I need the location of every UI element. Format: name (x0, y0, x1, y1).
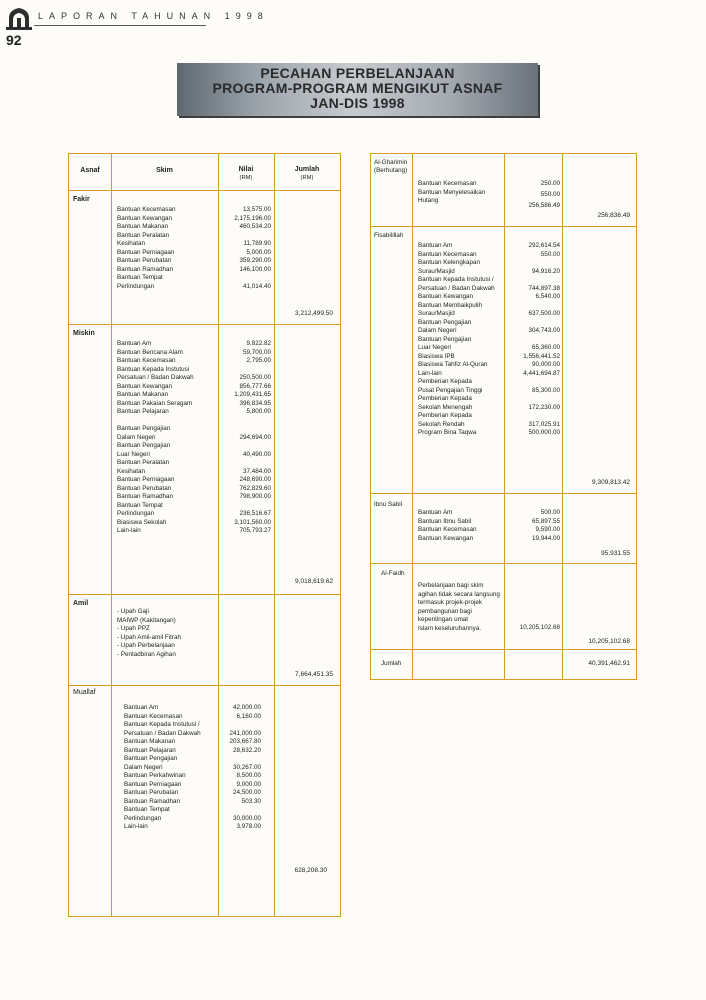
value-cell: 2,175,196.00 (234, 214, 271, 222)
row-divider (69, 685, 340, 686)
skim-line: Bantuan Membaikpulih (418, 301, 483, 309)
skim-line: Bantuan Am (117, 340, 152, 347)
skim-list (117, 340, 194, 536)
total-amil: 7,664,451.35 (295, 671, 333, 678)
skim-line: - Upah Gaji (117, 608, 149, 615)
grand-total-label: Jumlah (381, 660, 402, 667)
skim-line: Bantuan Perkahwinan (124, 772, 186, 779)
value-cell: 798,900.00 (239, 493, 271, 500)
skim-list (418, 509, 476, 543)
row-divider (371, 563, 636, 564)
asnaf-label-line: Al-Gharimin (374, 159, 408, 166)
value-cell (219, 425, 271, 434)
value-cell: 396,834.95 (239, 399, 271, 407)
skim-line: Bantuan Kelengkapan (418, 259, 480, 266)
skim-line: Bantuan Kewangan (117, 382, 172, 390)
value-cell: 292,614.54 (528, 242, 560, 249)
asnaf-amil: Amil (73, 600, 89, 607)
skim-line: Lain-lain (124, 823, 148, 830)
value-cell: 4,441,694.87 (523, 369, 560, 377)
value-cell: 248,690.00 (239, 476, 271, 483)
skim-line: Biasiswa Sekolah (117, 518, 167, 526)
value-cell: 856,777.66 (239, 382, 271, 390)
skim-line: Bantuan Ramadhan (117, 493, 174, 500)
right-expenditure-table (370, 153, 637, 680)
skim-line: Kesihatan (117, 240, 146, 247)
value-cell: 5,800.00 (246, 408, 271, 415)
skim-line: Dalam Negeri (418, 327, 457, 334)
skim-line: Perlindungan (124, 814, 162, 822)
value-cell: 203,667.80 (229, 738, 261, 745)
skim-line: pembangunan bagi (418, 607, 472, 615)
skim-line: Bantuan Perubatan (117, 484, 172, 492)
banner-line-2: PROGRAM-PROGRAM MENGIKUT ASNAF (212, 80, 503, 96)
skim-line: Dalam Negeri (124, 763, 163, 771)
skim-list (418, 582, 500, 633)
skim-line: Bantuan Perniagaan (124, 780, 182, 788)
value-cell: 500,000.00 (528, 429, 560, 436)
skim-line (117, 417, 194, 426)
total-alfaidh: 10,205,102.68 (588, 638, 630, 645)
skim-line: Bantuan Kecemasan (117, 357, 176, 364)
value-cell: 24,500.00 (232, 789, 261, 796)
value-cell: 9,590.00 (535, 526, 560, 533)
value-cell (504, 395, 560, 404)
value-list (209, 704, 261, 832)
skim-line: Bantuan Pengajian (124, 755, 178, 762)
skim-line: Luar Negeri (117, 450, 150, 458)
skim-line: Bantuan Makanan (117, 223, 169, 230)
skim-line: Bantuan Menyelesaikan (418, 188, 486, 196)
skim-line: Hutang (418, 197, 439, 204)
skim-line: Bantuan Am (418, 242, 453, 249)
col-divider (412, 154, 413, 679)
skim-line: Sekolah Rendah (418, 420, 465, 428)
col-divider (111, 154, 112, 916)
mosque-logo-icon (6, 6, 32, 30)
skim-line: Bantuan Kecemasan (418, 526, 477, 533)
skim-line: Bantuan Bencana Alam (117, 348, 183, 356)
skim-line: Persatuan / Badan Dakwah (124, 729, 201, 737)
row-divider (69, 324, 340, 325)
value-cell: 30,000.00 (232, 814, 261, 822)
skim-line: Bantuan Kepada Instutusi / (124, 721, 200, 728)
value-list (504, 242, 560, 438)
banner-line-1: PECAHAN PERBELANJAAN (260, 65, 455, 81)
skim-line: Bantuan Kepada Instutusi (117, 365, 190, 373)
col-divider (562, 154, 563, 679)
skim-list (124, 704, 201, 832)
skim-line: Biasiswa Tahfiz Al-Quran (418, 361, 488, 368)
header-nilai (218, 165, 274, 183)
asnaf-algharimin (374, 159, 407, 175)
skim-line: Bantuan Kecemasan (124, 712, 183, 720)
skim-line: Perbelanjaan bagi skim (418, 582, 484, 589)
value-cell: 40,490.00 (242, 450, 271, 458)
skim-line: Bantuan Pakaian Seragam (117, 399, 193, 407)
value-cell: 236,516.67 (239, 510, 271, 517)
page-number: 92 (6, 32, 22, 48)
value-cell: 550.00 (540, 191, 560, 198)
value-cell: 317,025.91 (528, 420, 560, 428)
skim-line: Bantuan Kewangan (418, 293, 473, 300)
value-cell (219, 232, 271, 241)
skim-list (418, 180, 485, 206)
value-cell: 90,000.00 (531, 361, 560, 368)
value-cell (219, 274, 271, 283)
value-cell: 42,000.00 (232, 704, 261, 711)
value-cell: 2,795.00 (246, 357, 271, 364)
header-asnaf: Asnaf (80, 167, 100, 174)
col-divider (274, 154, 275, 916)
value-cell (504, 412, 560, 421)
asnaf-ibnusabil: Ibnu Sabil (374, 501, 403, 508)
total-fakir: 3,212,499.50 (295, 310, 333, 317)
value-cell (504, 259, 560, 268)
skim-line: Bantuan Pelajaran (117, 408, 169, 415)
value-cell: 500.00 (540, 509, 560, 516)
total-ibnusabil: 95,931.55 (601, 550, 630, 557)
skim-line: Bantuan Ramadhan (124, 797, 181, 805)
value-cell: 241,000.00 (229, 729, 261, 737)
skim-line: Bantuan Peralatan (117, 231, 170, 239)
skim-line: Bantuan Ramadhan (117, 265, 174, 273)
total-muallaf: 628,208.30 (294, 867, 327, 874)
value-cell: 9,822.82 (246, 340, 271, 347)
skim-line: Kesihatan (117, 467, 146, 475)
value-cell: 256,586.49 (528, 202, 560, 209)
skim-line: Persatuan / Badan Dakwah (117, 374, 194, 381)
skim-line: Bantuan Makanan (124, 738, 176, 745)
grand-total-value: 40,391,462.91 (588, 660, 630, 667)
skim-line: Bantuan Peralatan (117, 459, 170, 466)
value-cell: 65,897.55 (531, 517, 560, 525)
banner-line-3: JAN-DIS 1998 (310, 95, 405, 111)
left-expenditure-table (68, 153, 341, 917)
value-cell (504, 378, 560, 387)
skim-line: Bantuan Kepada Instutusi / (418, 276, 494, 283)
value-cell (504, 302, 560, 311)
skim-line: - Pentadbiran Agihan (117, 650, 176, 658)
value-cell (219, 502, 271, 511)
skim-line: Bantuan Ibnu Sabil (418, 517, 472, 525)
header-jumlah-label: Jumlah (294, 166, 320, 173)
value-cell: 5,000.00 (246, 248, 271, 256)
value-list (219, 340, 271, 536)
value-cell: 503.30 (241, 797, 261, 805)
skim-line: Lain-lain (418, 369, 442, 377)
value-cell (219, 459, 271, 468)
skim-line: agihan tidak secara langsung (418, 590, 500, 598)
value-cell: 11,789.90 (243, 240, 271, 247)
skim-line: Perlindungan (117, 282, 155, 290)
value-cell (504, 276, 560, 285)
skim-line: Bantuan Perniagaan (117, 248, 175, 256)
skim-line: kepentingan umat (418, 616, 469, 623)
value-cell: 762,829.60 (239, 484, 271, 492)
skim-line: Persatuan / Badan Dakwah (418, 284, 495, 292)
skim-line: termasuk projek-projek (418, 599, 483, 606)
row-divider (69, 190, 340, 191)
value-cell: 637,500.00 (528, 310, 560, 317)
value-cell (209, 721, 261, 730)
value-cell: 37,484.00 (242, 467, 271, 475)
skim-list (418, 242, 495, 438)
value-cell: 3,978.00 (236, 823, 261, 830)
skim-line: Bantuan Kecemasan (418, 250, 477, 258)
skim-line: Pusat Pengajian Tinggi (418, 386, 483, 394)
value-cell: 359,290.00 (239, 257, 271, 264)
value-cell: 6,160.00 (236, 712, 261, 720)
header-jumlah (274, 165, 340, 183)
asnaf-fakir: Fakir (73, 196, 90, 203)
skim-line: Perlindungan (117, 510, 155, 517)
asnaf-muallaf: Muallaf (73, 689, 96, 696)
skim-line: Lain-lain (117, 527, 141, 534)
value-cell: 460,534.20 (239, 223, 271, 230)
skim-line: Bantuan Pengajian (117, 425, 171, 432)
skim-line: Sekolah Menengah (418, 403, 473, 411)
value-cell: 19,944.00 (531, 534, 560, 542)
value-cell: 8,500.00 (236, 772, 261, 779)
value-cell (504, 336, 560, 345)
value-cell (219, 417, 271, 426)
header-nilai-unit: (RM) (239, 175, 253, 181)
skim-line: Bantuan Kewangan (418, 534, 473, 542)
value-cell (209, 755, 261, 764)
skim-line: - Upah Perbelanjaan (117, 642, 175, 649)
title-banner (177, 63, 538, 116)
skim-line: Bantuan Perniagaan (117, 476, 175, 483)
skim-line: Islam keseluruhannya. (418, 624, 482, 632)
skim-line: Bantuan Pengajian (117, 442, 171, 449)
skim-line: Luar Negeri (418, 344, 451, 351)
value-list (504, 178, 560, 211)
row-divider (69, 594, 340, 595)
value-cell: 1,556,441.52 (523, 352, 560, 360)
skim-line: Bantuan Kecemasan (117, 206, 176, 213)
skim-line: Bantuan Am (124, 704, 159, 711)
skim-list (117, 206, 175, 291)
skim-line: Surau/Masjid (418, 267, 455, 275)
skim-line: Program Bina Taqwa (418, 429, 477, 436)
value-cell: 250,500.00 (239, 374, 271, 381)
skim-line: Bantuan Am (418, 509, 453, 516)
value-cell: 250.00 (540, 180, 560, 187)
value-cell: 304,743.00 (528, 327, 560, 334)
skim-line: Pemberian Kepada (418, 378, 472, 385)
asnaf-alfaidh: Al-Faidh (381, 570, 405, 577)
skim-line: Bantuan Perubatan (117, 257, 172, 264)
header-nilai-label: Nilai (238, 166, 254, 173)
value-cell (219, 442, 271, 451)
running-title: LAPORAN TAHUNAN 1998 (38, 11, 269, 21)
value-cell (209, 806, 261, 815)
value-cell: 705,793.27 (239, 527, 271, 534)
header-rule (34, 25, 206, 26)
value-cell: 3,101,560.00 (234, 518, 271, 526)
skim-line: Biasiswa IPB (418, 352, 455, 360)
skim-line: Dalam Negeri (117, 433, 156, 441)
skim-line: Pemberian Kepada (418, 395, 472, 402)
total-fisabilillah: 9,309,813.42 (592, 479, 630, 486)
asnaf-label-line: (Berhutang) (374, 167, 408, 174)
skim-line: Bantuan Tempat (117, 501, 163, 509)
row-divider (371, 226, 636, 227)
value-cell: 146,100.00 (239, 265, 271, 273)
value-list (504, 509, 560, 543)
skim-line: Bantuan Kewangan (117, 214, 172, 222)
value-cell: 1,209,431.65 (234, 391, 271, 398)
asnaf-fisabilillah: Fisabilillah (374, 232, 404, 239)
value-cell: 30,267.00 (232, 763, 261, 771)
total-miskin: 9,018,619.62 (295, 578, 333, 585)
skim-line: Pemberian Kepada (418, 412, 472, 419)
value-cell: 6,540.00 (535, 293, 560, 300)
value-cell: 85,300.00 (531, 386, 560, 394)
value-list (219, 206, 271, 291)
header-jumlah-unit: (RM) (300, 175, 314, 181)
skim-line: Bantuan Pengajian (418, 318, 472, 326)
header-skim: Skim (156, 167, 173, 174)
skim-line: Bantuan Perubatan (124, 789, 179, 796)
value-cell: 65,360.00 (531, 344, 560, 351)
value-cell: 9,000.00 (236, 780, 261, 788)
skim-list (117, 608, 181, 659)
asnaf-miskin: Miskin (73, 330, 95, 337)
skim-line: Bantuan Pengajian (418, 335, 472, 343)
value-cell: 13,575.00 (242, 206, 271, 213)
value-alfaidh: 10,205,102.68 (519, 624, 560, 631)
total-algharimin: 256,836.49 (597, 212, 630, 219)
value-cell: 28,632.20 (232, 746, 261, 754)
skim-line: Bantuan Makanan (117, 391, 169, 398)
value-cell: 550.00 (540, 250, 560, 258)
skim-line: Bantuan Tempat (117, 274, 163, 281)
value-cell (219, 366, 271, 375)
value-cell: 41,014.40 (242, 282, 271, 290)
value-cell: 59,700.00 (242, 348, 271, 356)
value-cell: 294,694.00 (239, 433, 271, 441)
value-cell: 744,897.38 (528, 284, 560, 292)
row-divider (371, 649, 636, 650)
value-cell: 172,230.00 (528, 403, 560, 411)
skim-line: MAIWP (Kakitangan) (117, 616, 176, 624)
skim-line: Bantuan Kecemasan (418, 180, 477, 187)
skim-line: - Upah Amil-amil Fitrah (117, 633, 182, 641)
skim-line: Bantuan Pelajaran (124, 746, 176, 754)
value-cell: 94,916.20 (531, 267, 560, 275)
skim-line: Surau/Masjid (418, 310, 455, 317)
value-cell (504, 319, 560, 328)
row-divider (371, 493, 636, 494)
skim-line: - Upah PPZ (117, 625, 150, 632)
skim-line: Bantuan Tempat (124, 806, 170, 813)
